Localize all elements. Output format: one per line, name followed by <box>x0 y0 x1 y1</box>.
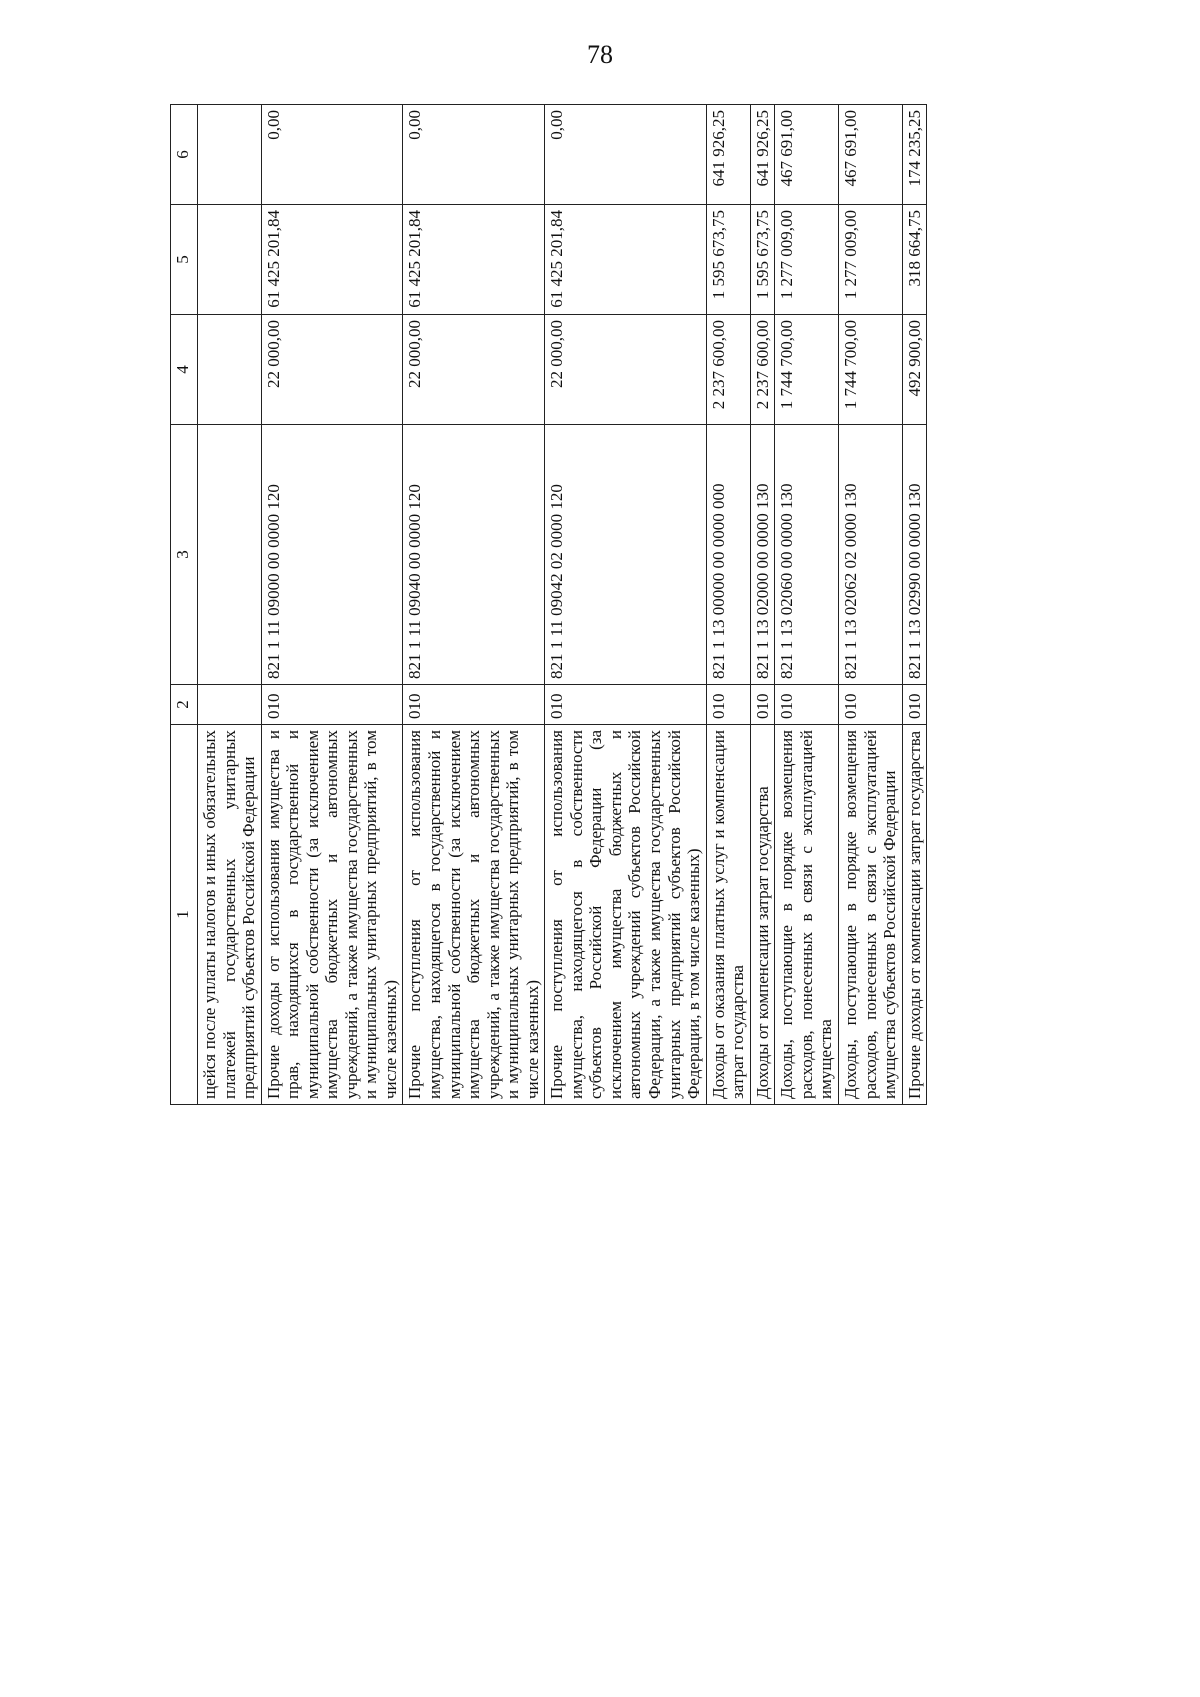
row-description: щейся после уплаты налогов и иных обязательных платежей государственных унитарных предприятий субъектов Российской Федерации <box>198 725 262 1105</box>
header-row <box>171 105 198 1105</box>
header-col-5: 5 <box>171 205 198 315</box>
header-col-2: 2 <box>171 685 198 725</box>
row-rest-amount: 467 691,00 <box>775 105 839 205</box>
row-admin-code: 010 <box>775 685 839 725</box>
row-rest-amount: 0,00 <box>261 105 403 205</box>
row-plan-amount: 1 744 700,00 <box>838 315 902 425</box>
row-budget-code: 821 1 13 02000 00 0000 130 <box>750 425 775 685</box>
header-col-3: 3 <box>171 425 198 685</box>
header-col-1: 1 <box>171 725 198 1105</box>
table-row <box>902 105 927 1105</box>
row-rest-amount: 0,00 <box>403 105 545 205</box>
row-admin-code: 010 <box>902 685 927 725</box>
row-description: Прочие доходы от компенсации затрат государства <box>902 725 927 1105</box>
row-budget-code: 821 1 13 02060 00 0000 130 <box>775 425 839 685</box>
row-fact-amount: 1 595 673,75 <box>706 205 750 315</box>
row-admin-code: 010 <box>261 685 403 725</box>
row-plan-amount: 1 744 700,00 <box>775 315 839 425</box>
row-rest-amount: 174 235,25 <box>902 105 927 205</box>
row-budget-code <box>198 425 262 685</box>
row-fact-amount: 1 595 673,75 <box>750 205 775 315</box>
row-budget-code: 821 1 13 02990 00 0000 130 <box>902 425 927 685</box>
row-description: Прочие поступления от использования имущества, находящегося в государственной и муниципальной собственности (за исключением имущества бюджетных и автономных учреждений, а также имущества государственных и муниципальных унитарных предприятий, в том числе казенных) <box>403 725 545 1105</box>
row-budget-code: 821 1 11 09000 00 0000 120 <box>261 425 403 685</box>
page-number: 78 <box>587 40 613 69</box>
row-budget-code: 821 1 11 09040 00 0000 120 <box>403 425 545 685</box>
row-admin-code: 010 <box>838 685 902 725</box>
row-admin-code <box>198 685 262 725</box>
table-row <box>775 105 839 1105</box>
table-row <box>403 105 545 1105</box>
row-description: Прочие поступления от использования имущества, находящегося в собственности субъектов Российской Федерации (за исключением имущества бюджетных и автономных учреждений субъектов Российской Федерации, а также имущества государственных унитарных предприятий субъектов Российской Федерации, в том числе казенных) <box>545 725 706 1105</box>
row-rest-amount: 467 691,00 <box>838 105 902 205</box>
row-description: Доходы, поступающие в порядке возмещения расходов, понесенных в связи с эксплуатацией имущества <box>775 725 839 1105</box>
table-row <box>706 105 750 1105</box>
row-rest-amount: 0,00 <box>545 105 706 205</box>
row-plan-amount: 22 000,00 <box>403 315 545 425</box>
row-fact-amount: 61 425 201,84 <box>403 205 545 315</box>
row-plan-amount: 22 000,00 <box>545 315 706 425</box>
row-fact-amount: 61 425 201,84 <box>545 205 706 315</box>
budget-revenue-table <box>170 104 927 1105</box>
row-admin-code: 010 <box>706 685 750 725</box>
table-row <box>261 105 403 1105</box>
header-col-4: 4 <box>171 315 198 425</box>
row-plan-amount: 22 000,00 <box>261 315 403 425</box>
table-container <box>170 105 1170 1099</box>
row-budget-code: 821 1 13 00000 00 0000 000 <box>706 425 750 685</box>
row-budget-code: 821 1 11 09042 02 0000 120 <box>545 425 706 685</box>
table-row <box>545 105 706 1105</box>
row-description: Доходы от компенсации затрат государства <box>750 725 775 1105</box>
table-row <box>750 105 775 1105</box>
row-rest-amount: 641 926,25 <box>750 105 775 205</box>
row-fact-amount <box>198 205 262 315</box>
table-row <box>198 105 262 1105</box>
table-row <box>838 105 902 1105</box>
row-rest-amount: 641 926,25 <box>706 105 750 205</box>
row-fact-amount: 61 425 201,84 <box>261 205 403 315</box>
row-fact-amount: 318 664,75 <box>902 205 927 315</box>
row-admin-code: 010 <box>403 685 545 725</box>
row-plan-amount: 492 900,00 <box>902 315 927 425</box>
row-rest-amount <box>198 105 262 205</box>
row-description: Доходы, поступающие в порядке возмещения расходов, понесенных в связи с эксплуатацией имущества субъектов Российской Федерации <box>838 725 902 1105</box>
row-admin-code: 010 <box>545 685 706 725</box>
row-description: Доходы от оказания платных услуг и компенсации затрат государства <box>706 725 750 1105</box>
row-budget-code: 821 1 13 02062 02 0000 130 <box>838 425 902 685</box>
row-fact-amount: 1 277 009,00 <box>775 205 839 315</box>
row-plan-amount: 2 237 600,00 <box>706 315 750 425</box>
row-fact-amount: 1 277 009,00 <box>838 205 902 315</box>
rotated-table-frame <box>170 105 1040 1105</box>
header-col-6: 6 <box>171 105 198 205</box>
row-plan-amount: 2 237 600,00 <box>750 315 775 425</box>
row-plan-amount <box>198 315 262 425</box>
row-description: Прочие доходы от использования имущества и прав, находящихся в государственной и муниципальной собственности (за исключением имущества бюджетных и автономных учреждений, а также имущества государственных и муниципальных унитарных предприятий, в том числе казенных) <box>261 725 403 1105</box>
row-admin-code: 010 <box>750 685 775 725</box>
